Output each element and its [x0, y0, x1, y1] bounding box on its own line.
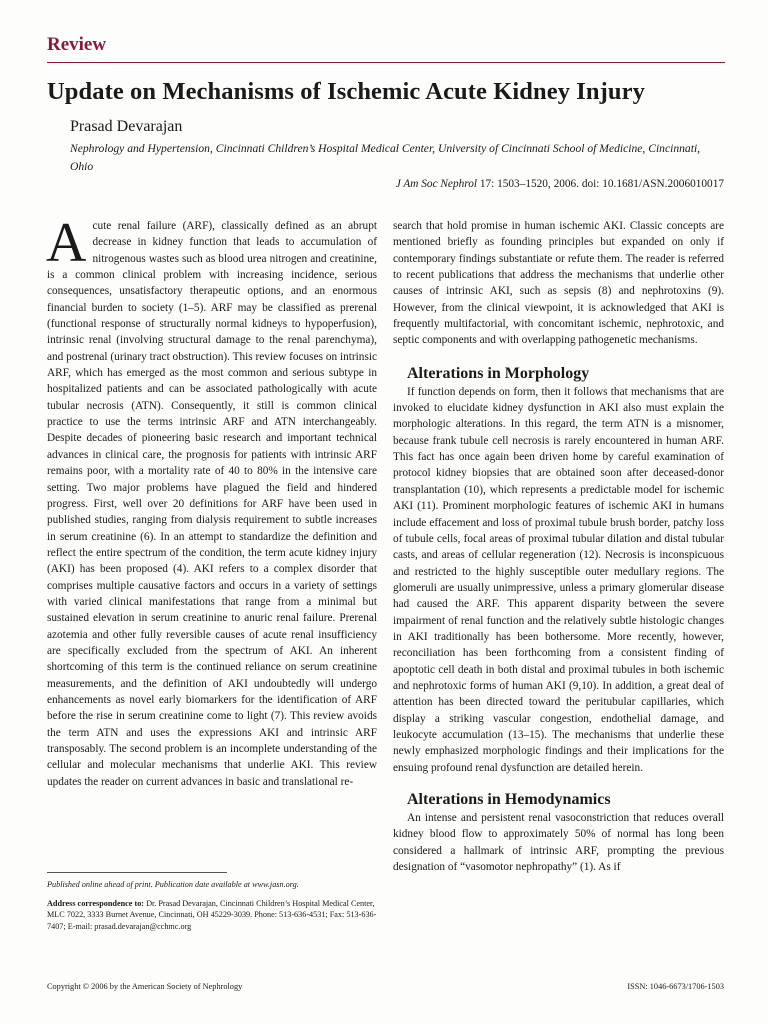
article-title: Update on Mechanisms of Ischemic Acute Kidney Injury	[47, 78, 645, 105]
right-column	[393, 218, 724, 875]
section-label: Review	[47, 34, 107, 55]
citation-journal: J Am Soc Nephrol	[395, 178, 478, 190]
footnote-address	[47, 898, 382, 932]
drop-cap: A	[46, 212, 87, 274]
author-affiliation: Nephrology and Hypertension, Cincinnati Children’s Hospital Medical Center, University of Cincinnati School of Medicine, Cincinnati, Ohio	[70, 142, 701, 173]
intro-continuation: search that hold promise in human ischemic AKI. Classic concepts are mentioned briefly as founding principles but expanded on only if contemporary findings substantiate or refute them. The reader is referred to recent publications that address the mechanisms that underlie other causes of intrinsic AKI, such as sepsis (8) and nephrotoxins (9). However, from the clinical viewpoint, it is acknowledged that AKI is frequently multifactorial, with concomitant ischemic, nephrotoxic, and septic components and with overlapping pathogenetic mechanisms.	[393, 220, 724, 347]
footer-issn: ISSN: 1046-6673/1706-1503	[627, 982, 724, 991]
footer-copyright: Copyright © 2006 by the American Society of Nephrology	[47, 982, 243, 991]
intro-text: cute renal failure (ARF), classically defined as an abrupt decrease in kidney function that leads to accumulation of nitrogenous wastes such as blood urea nitrogen and creatinine, is a common clinical problem with increasing incidence, serious consequences, unsatisfactory therapeutic options, and an enormous financial burden to society (1–5). ARF may be classified as prerenal (functional response of structurally normal kidneys to hypoperfusion), intrinsic renal (involving structural damage to the renal parenchyma), and postrenal (urinary tract obstruction). This review focuses on intrinsic ARF, which has emerged as the most common and serious subtype in hospitalized patients and can be associated pathologically with acute tubular necrosis (ATN). Consequently, it still is common clinical practice to use the terms intrinsic ARF and ATN interchangeably. Despite decades of pioneering basic research and important technical advances in clinical care, the prognosis for patients with intrinsic ARF remains poor, with a mortality rate of 40 to 80% in the intensive care setting. Two major problems have plagued the field and hindered progress. First, well over 20 definitions for ARF have been used in published studies, ranging from dialysis requirement to subtle increases in serum creatinine (6). In an attempt to standardize the definition and reflect the entire spectrum of the condition, the term acute kidney injury (AKI) has been proposed (4). AKI refers to a complex disorder that comprises multiple causative factors and occurs in a variety of settings with varied clinical manifestations that range from a minimal but sustained elevation in serum creatinine to anuric renal failure. Prerenal azotemia and other fully reversible causes of acute renal insufficiency are specifically excluded from the spectrum of AKI. An inherent shortcoming of this term is the continued reliance on serum creatinine measurements, and the definition of AKI undoubtedly will undergo enhancements as novel early biomarkers for the identification of ARF before the rise in serum creatinine come to light (7). This review avoids the term ATN and uses the expressions AKI and intrinsic ARF transposably. The second problem is an incomplete understanding of the cellular and molecular mechanisms that underlie AKI. This review updates the reader on current advances in basic and translational re-	[47, 220, 377, 788]
footnote-divider	[47, 872, 227, 873]
address-text: Dr. Prasad Devarajan, Cincinnati Children’s Hospital Medical Center, MLC 7022, 3333 Burnet Avenue, Cincinnati, OH 45229-3039. Phone: 513-636-4531; Fax: 513-636-7407; E-mail: prasad.devarajan@cchmc.org	[47, 899, 377, 931]
address-label: Address correspondence to:	[47, 899, 145, 908]
intro-paragraph	[46, 212, 377, 790]
footnote-published: Published online ahead of print. Publication date available at www.jasn.org.	[47, 880, 299, 889]
heading-hemodynamics: Alterations in Hemodynamics	[407, 791, 611, 808]
left-column	[46, 212, 377, 790]
author-name: Prasad Devarajan	[70, 118, 183, 135]
hemodynamics-paragraph: An intense and persistent renal vasoconstriction that reduces overall kidney blood flow to approximately 50% of normal has long been considered a hallmark of intrinsic ARF, prompting the previous designation of “vasomotor nephropathy” (1). As if	[393, 812, 724, 874]
heading-morphology: Alterations in Morphology	[407, 364, 590, 382]
morphology-paragraph: If function depends on form, then it follows that mechanisms that are invoked to elucidate kidney dysfunction in AKI also must explain the morphologic alterations. In this regard, the term ATN is a misnomer, because frank tubule cell necrosis is rarely encountered in human ARF. This fact has once again been driven home by careful examination of protocol kidney biopsies that are obtained soon after deceased-donor transplantation (10), which represents a predictable model for ischemic AKI (11). Prominent morphologic features of ischemic AKI in humans include effacement and loss of proximal tubule brush border, patchy loss of tubule cells, focal areas of proximal tubular dilation and distal tubular casts, and areas of cellular regeneration (12). Necrosis is inconspicuous and restricted to the highly susceptible outer medullary regions. The glomeruli are usually unimpressive, unless a primary glomerular disease had caused the ARF. This apparent disparity between the severe impairment of renal function and the relatively subtle histologic changes in AKI traditionally has been bothersome. More recently, however, reconciliation has been forthcoming from a consistent finding of apoptotic cell death in both distal and proximal tubules in both ischemic and nephrotoxic forms of human AKI (9,10). In addition, a great deal of attention has been directed toward the peritubular capillaries, which display a striking vascular congestion, endothelial damage, and leukocyte accumulation (13–15). The mechanisms that underlie these newly emphasized morphologic findings and their implications for the ensuing profound renal dysfunction are detailed herein.	[393, 385, 724, 774]
citation-details: 17: 1503–1520, 2006. doi: 10.1681/ASN.2006010017	[477, 178, 724, 190]
citation	[396, 178, 724, 190]
header-rule	[47, 62, 725, 63]
